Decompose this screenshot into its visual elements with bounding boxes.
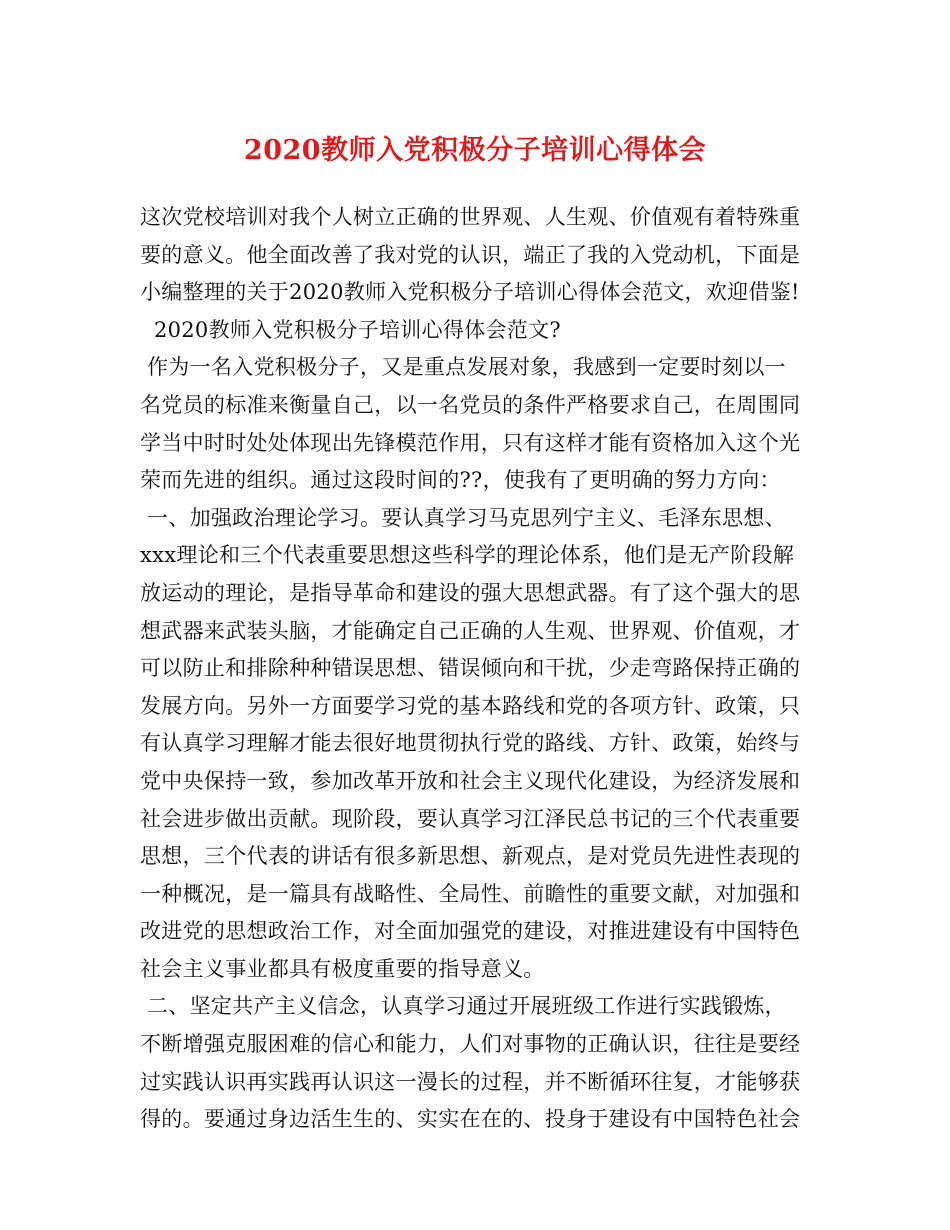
paragraph-line: 这次党校培训对我个人树立正确的世界观、人生观、价值观有着特殊重 <box>140 205 801 229</box>
paragraph-line: 思想，三个代表的讲话有很多新思想、新观点，是对党员先进性表现的 <box>140 844 801 869</box>
paragraph-line: 作为一名入党积极分子，又是重点发展对象，我感到一定要时刻以一 <box>140 355 786 380</box>
paragraph-line: 要的意义。他全面改善了我对党的认识，端正了我的入党动机，下面是 <box>140 242 801 267</box>
paragraph-line: 荣而先进的组织。通过这段时间的??，使我有了更明确的努力方向： <box>140 468 781 493</box>
paragraph-line: 社会主义事业都具有极度重要的指导意义。 <box>140 956 545 981</box>
paragraph-line: 改进党的思想政治工作，对全面加强党的建设，对推进建设有中国特色 <box>140 919 801 944</box>
paragraph-line: 得的。要通过身边活生生的、实实在在的、投身于建设有中国特色社会 <box>140 1107 801 1132</box>
paragraph-line: xxx理论和三个代表重要思想这些科学的理论体系，他们是无产阶段解 <box>140 543 795 568</box>
paragraph-line: 一种概况，是一篇具有战略性、全局性、前瞻性的重要文献，对加强和 <box>140 881 801 906</box>
paragraph-line: 二、坚定共产主义信念，认真学习通过开展班级工作进行实践锻炼， <box>140 994 786 1019</box>
document-body <box>140 199 830 1139</box>
paragraph-line: 党中央保持一致，参加改革开放和社会主义现代化建设，为经济发展和 <box>140 768 801 793</box>
document-title: 2020教师入党积极分子培训心得体会 <box>243 135 707 166</box>
paragraph-line: 发展方向。另外一方面要学习党的基本路线和党的各项方针、政策，只 <box>140 693 801 718</box>
paragraph-line: 过实践认识再实践再认识这一漫长的过程，并不断循环往复，才能够获 <box>140 1069 801 1094</box>
paragraph-line: 有认真学习理解才能去很好地贯彻执行党的路线、方针、政策，始终与 <box>140 731 801 756</box>
paragraph-line: 名党员的标准来衡量自己，以一名党员的条件严格要求自己，在周围同 <box>140 392 801 417</box>
paragraph-line: 学当中时时处处体现出先锋模范作用，只有这样才能有资格加入这个光 <box>140 430 801 455</box>
paragraph-line: 放运动的理论，是指导革命和建设的强大思想武器。有了这个强大的思 <box>140 580 801 605</box>
paragraph-line: 2020教师入党积极分子培训心得体会范文? <box>140 317 561 342</box>
paragraph-line: 不断增强克服困难的信心和能力，人们对事物的正确认识，往往是要经 <box>140 1032 801 1057</box>
paragraph-line: 一、加强政治理论学习。要认真学习马克思列宁主义、毛泽东思想、 <box>140 505 786 530</box>
paragraph-line: 可以防止和排除种种错误思想、错误倾向和干扰，少走弯路保持正确的 <box>140 656 801 681</box>
paragraph-line: 社会进步做出贡献。现阶段，要认真学习江泽民总书记的三个代表重要 <box>140 806 801 831</box>
paragraph-line: 小编整理的关于2020教师入党积极分子培训心得体会范文，欢迎借鉴! <box>140 280 800 305</box>
paragraph-line: 想武器来武装头脑，才能确定自己正确的人生观、世界观、价值观，才 <box>140 618 801 643</box>
